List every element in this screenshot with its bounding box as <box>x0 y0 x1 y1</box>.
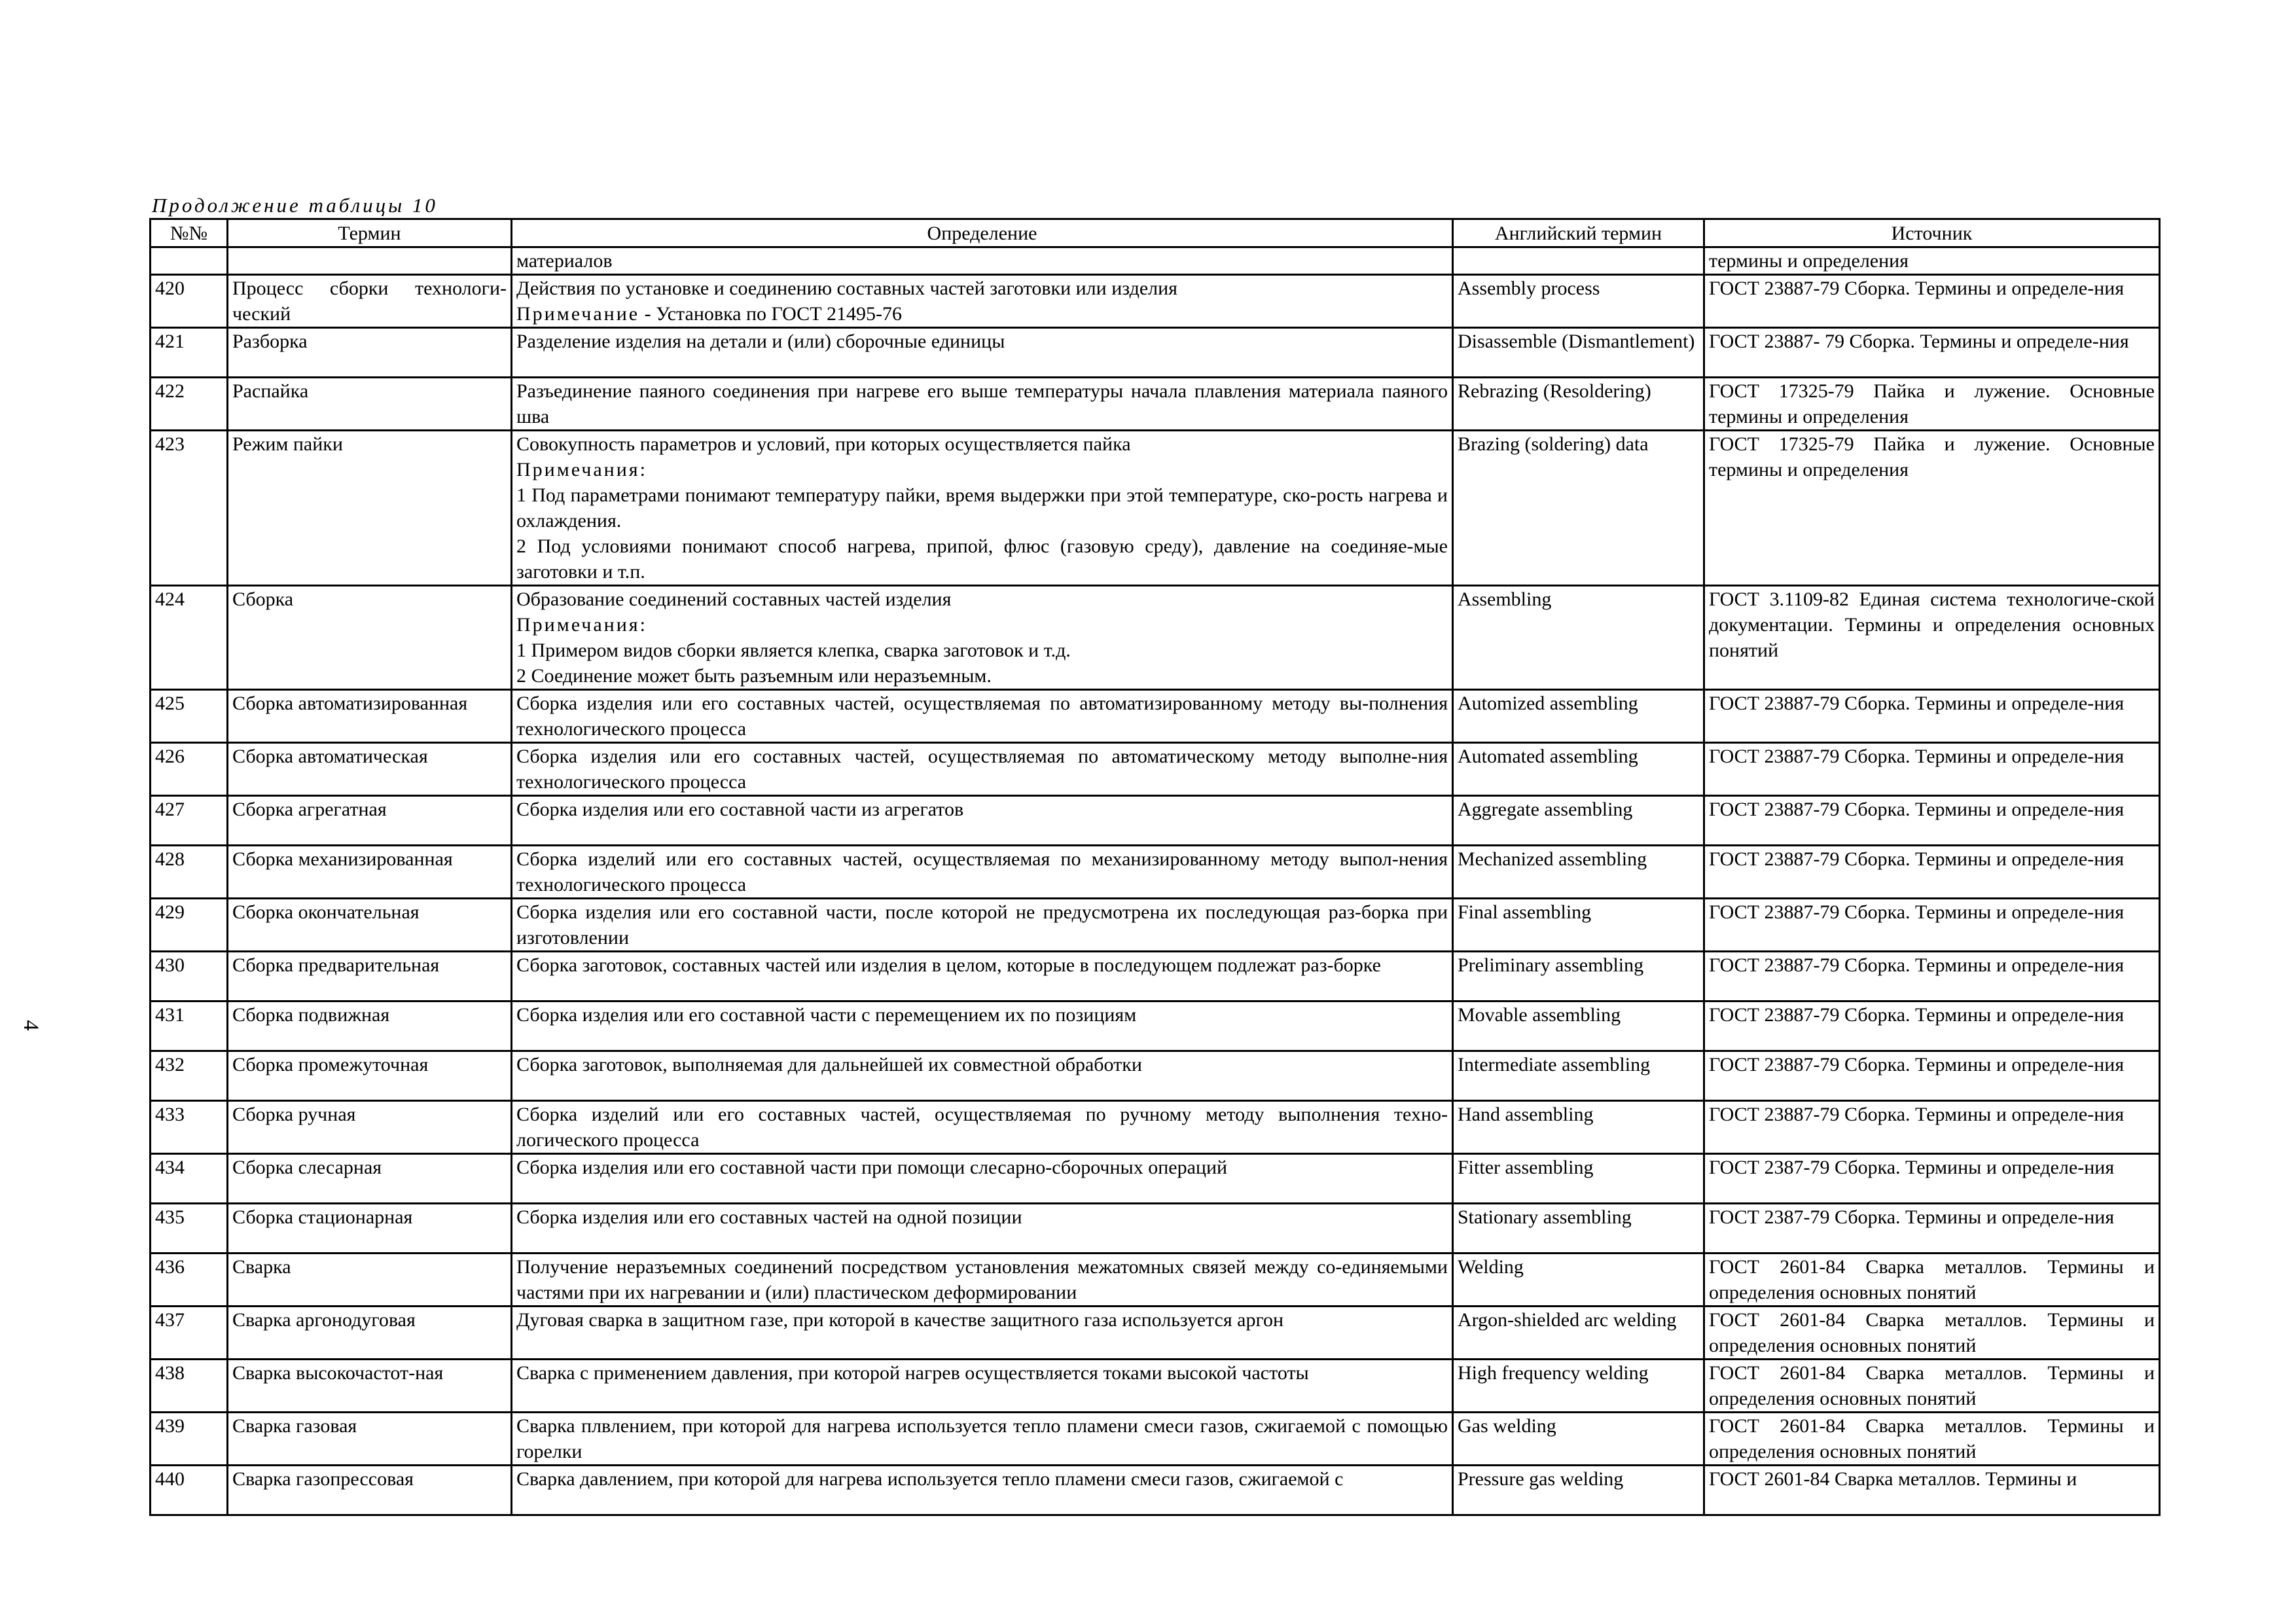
note-label: Примечание <box>516 303 640 325</box>
cell-source: ГОСТ 2387-79 Сборка. Термины и определе-ния <box>1704 1204 2160 1254</box>
cell-number: 426 <box>151 743 228 796</box>
definition-line: Разъединение паяного соединения при нагреве его выше температуры начала плавления материала паяного шва <box>516 380 1448 427</box>
header-number: №№ <box>151 219 228 247</box>
table-row <box>151 1307 2160 1360</box>
cell-definition <box>512 1001 1453 1051</box>
cell-definition <box>512 952 1453 1001</box>
cell-term: Сборка стационарная <box>228 1204 512 1254</box>
cell-source: ГОСТ 2601-84 Сварка металлов. Термины и определения основных понятий <box>1704 1413 2160 1466</box>
definition-line: Сварка с применением давления, при которой нагрев осуществляется токами высокой частоты <box>516 1362 1309 1384</box>
header-english-term: Английский термин <box>1453 219 1704 247</box>
table-row <box>151 1204 2160 1254</box>
definition-line: Получение неразъемных соединений посредством установления межатомных связей между со-единяемыми частями при их нагревании и (или) пластическом деформировании <box>516 1256 1448 1303</box>
cell-number: 424 <box>151 586 228 690</box>
definition-line: Действия по установке и соединению составных частей заготовки или изделия <box>516 278 1177 299</box>
cell-definition: материалов <box>512 247 1453 275</box>
cell-source: ГОСТ 2601-84 Сварка металлов. Термины и определения основных понятий <box>1704 1360 2160 1413</box>
cell-source: ГОСТ 2601-84 Сварка металлов. Термины и определения основных понятий <box>1704 1254 2160 1307</box>
page-number: 4 <box>18 1020 43 1031</box>
cell-english-term <box>1453 247 1704 275</box>
cell-term <box>228 247 512 275</box>
cell-english-term: High frequency welding <box>1453 1360 1704 1413</box>
cell-definition <box>512 586 1453 690</box>
table-row <box>151 1101 2160 1154</box>
definition-line: Разделение изделия на детали и (или) сборочные единицы <box>516 331 1005 352</box>
cell-number: 429 <box>151 899 228 952</box>
cell-definition <box>512 1466 1453 1515</box>
definition-line: 1 Под параметрами понимают температуру пайки, время выдержки при этой температуре, ско-рость нагрева и охлаждения. <box>516 484 1448 532</box>
cell-english-term: Intermediate assembling <box>1453 1051 1704 1101</box>
cell-english-term: Pressure gas welding <box>1453 1466 1704 1515</box>
definition-line: Сварка плвлением, при которой для нагрева используется тепло пламени смеси газов, сжигаемой с помощью горелки <box>516 1415 1448 1462</box>
cell-term: Сборка агрегатная <box>228 796 512 846</box>
definition-line: Сборка заготовок, составных частей или изделия в целом, которые в последующем подлежат раз-борке <box>516 954 1381 976</box>
cell-english-term: Aggregate assembling <box>1453 796 1704 846</box>
cell-definition <box>512 899 1453 952</box>
table-row <box>151 1360 2160 1413</box>
table-row <box>151 1413 2160 1466</box>
cell-english-term: Final assembling <box>1453 899 1704 952</box>
cell-term: Сборка ручная <box>228 1101 512 1154</box>
cell-source: ГОСТ 23887-79 Сборка. Термины и определе-ния <box>1704 796 2160 846</box>
cell-definition <box>512 796 1453 846</box>
table-row <box>151 586 2160 690</box>
cell-english-term: Automized assembling <box>1453 690 1704 743</box>
cell-term: Сварка <box>228 1254 512 1307</box>
cell-english-term: Stationary assembling <box>1453 1204 1704 1254</box>
cell-definition <box>512 1254 1453 1307</box>
cell-term: Сборка предварительная <box>228 952 512 1001</box>
cell-source: ГОСТ 2601-84 Сварка металлов. Термины и определения основных понятий <box>1704 1307 2160 1360</box>
cell-source: ГОСТ 23887-79 Сборка. Термины и определе-ния <box>1704 1001 2160 1051</box>
cell-number: 440 <box>151 1466 228 1515</box>
cell-term: Сборка <box>228 586 512 690</box>
cell-number: 423 <box>151 431 228 586</box>
cell-term: Распайка <box>228 378 512 431</box>
cell-term: Сборка слесарная <box>228 1154 512 1204</box>
cell-english-term: Mechanized assembling <box>1453 846 1704 899</box>
cell-term: Сборка автоматизированная <box>228 690 512 743</box>
cell-source: ГОСТ 17325-79 Пайка и лужение. Основные термины и определения <box>1704 431 2160 586</box>
table-row <box>151 378 2160 431</box>
cell-definition <box>512 1154 1453 1204</box>
cell-definition <box>512 846 1453 899</box>
cell-english-term: Assembly process <box>1453 275 1704 328</box>
cell-term: Режим пайки <box>228 431 512 586</box>
cell-english-term: Hand assembling <box>1453 1101 1704 1154</box>
definition-line: Сборка изделия или его составных частей на одной позиции <box>516 1206 1022 1228</box>
table-row <box>151 796 2160 846</box>
cell-number: 438 <box>151 1360 228 1413</box>
table-body <box>151 247 2160 1515</box>
table-row <box>151 952 2160 1001</box>
cell-term: Сборка промежуточная <box>228 1051 512 1101</box>
cell-source: ГОСТ 23887-79 Сборка. Термины и определе-ния <box>1704 846 2160 899</box>
cell-number: 425 <box>151 690 228 743</box>
definition-line: 2 Под условиями понимают способ нагрева, припой, флюс (газовую среду), давление на соединяе-мые заготовки и т.п. <box>516 535 1448 583</box>
table-row <box>151 743 2160 796</box>
cell-term: Сборка механизированная <box>228 846 512 899</box>
cell-english-term: Movable assembling <box>1453 1001 1704 1051</box>
definition-line: Сборка заготовок, выполняемая для дальнейшей их совместной обработки <box>516 1054 1142 1075</box>
notes-label: Примечания: <box>516 459 647 480</box>
cell-english-term: Disassemble (Dismantlement) <box>1453 328 1704 378</box>
cell-definition <box>512 431 1453 586</box>
cell-english-term: Assembling <box>1453 586 1704 690</box>
definition-line: Совокупность параметров и условий, при которых осуществляется пайка <box>516 433 1131 455</box>
cell-source: ГОСТ 23887-79 Сборка. Термины и определе-ния <box>1704 743 2160 796</box>
cell-definition <box>512 1051 1453 1101</box>
table-row <box>151 275 2160 328</box>
cell-definition <box>512 1413 1453 1466</box>
cell-term: Сварка газопрессовая <box>228 1466 512 1515</box>
cell-source: ГОСТ 23887-79 Сборка. Термины и определе-ния <box>1704 275 2160 328</box>
cell-term: Процесс сборки технологи-ческий <box>228 275 512 328</box>
table-row <box>151 1466 2160 1515</box>
cell-number: 437 <box>151 1307 228 1360</box>
cell-source: ГОСТ 23887-79 Сборка. Термины и определе-ния <box>1704 1101 2160 1154</box>
header-definition: Определение <box>512 219 1453 247</box>
table-row <box>151 1051 2160 1101</box>
cell-term: Разборка <box>228 328 512 378</box>
definition-line: Образование соединений составных частей изделия <box>516 588 952 610</box>
cell-english-term: Argon-shielded arc welding <box>1453 1307 1704 1360</box>
cell-definition <box>512 275 1453 328</box>
definition-line: Сборка изделия или его составной части из агрегатов <box>516 799 964 820</box>
cell-source: ГОСТ 23887-79 Сборка. Термины и определе-ния <box>1704 952 2160 1001</box>
cell-source: ГОСТ 23887-79 Сборка. Термины и определе-ния <box>1704 690 2160 743</box>
definition-line: Сборка изделий или его составных частей, осуществляемая по механизированному методу выпол-нения технологического процесса <box>516 848 1448 895</box>
cell-term: Сварка аргонодуговая <box>228 1307 512 1360</box>
note-line <box>516 301 1448 327</box>
cell-term: Сборка подвижная <box>228 1001 512 1051</box>
table-header-row <box>151 219 2160 247</box>
cell-number: 428 <box>151 846 228 899</box>
cell-english-term: Preliminary assembling <box>1453 952 1704 1001</box>
cell-source: ГОСТ 23887- 79 Сборка. Термины и определе-ния <box>1704 328 2160 378</box>
definition-line: Сборка изделия или его составной части с перемещением их по позициям <box>516 1004 1137 1026</box>
cell-definition <box>512 378 1453 431</box>
cell-definition <box>512 690 1453 743</box>
table-row <box>151 899 2160 952</box>
cell-number: 420 <box>151 275 228 328</box>
cell-source: ГОСТ 2601-84 Сварка металлов. Термины и <box>1704 1466 2160 1515</box>
cell-definition <box>512 328 1453 378</box>
note-text: - Установка по ГОСТ 21495-76 <box>639 303 903 325</box>
table-row <box>151 431 2160 586</box>
cell-number: 430 <box>151 952 228 1001</box>
cell-number: 433 <box>151 1101 228 1154</box>
cell-number: 427 <box>151 796 228 846</box>
definition-line: 1 Примером видов сборки является клепка, сварка заготовок и т.д. <box>516 640 1071 661</box>
cell-number: 434 <box>151 1154 228 1204</box>
cell-number: 439 <box>151 1413 228 1466</box>
cell-term: Сварка газовая <box>228 1413 512 1466</box>
cell-english-term: Automated assembling <box>1453 743 1704 796</box>
definition-line: Сборка изделия или его составных частей, осуществляемая по автоматизированному методу вы-полнения технологического процесса <box>516 693 1448 740</box>
definition-line: Сборка изделия или его составной части при помощи слесарно-сборочных операций <box>516 1157 1228 1178</box>
cell-source: ГОСТ 2387-79 Сборка. Термины и определе-ния <box>1704 1154 2160 1204</box>
table-row <box>151 328 2160 378</box>
definition-line: Дуговая сварка в защитном газе, при которой в качестве защитного газа используется аргон <box>516 1309 1284 1331</box>
table-row <box>151 1254 2160 1307</box>
continuation-row <box>151 247 2160 275</box>
cell-source: термины и определения <box>1704 247 2160 275</box>
cell-number: 436 <box>151 1254 228 1307</box>
cell-source: ГОСТ 23887-79 Сборка. Термины и определе-ния <box>1704 1051 2160 1101</box>
cell-english-term: Brazing (soldering) data <box>1453 431 1704 586</box>
cell-source: ГОСТ 3.1109-82 Единая система технологиче-ской документации. Термины и определения основных понятий <box>1704 586 2160 690</box>
cell-definition <box>512 1360 1453 1413</box>
cell-number: 435 <box>151 1204 228 1254</box>
cell-source: ГОСТ 17325-79 Пайка и лужение. Основные термины и определения <box>1704 378 2160 431</box>
cell-number: 421 <box>151 328 228 378</box>
definition-line: Сборка изделия или его составных частей, осуществляемая по автоматическому методу выполне-ния технологического процесса <box>516 746 1448 793</box>
definition-line: Сборка изделий или его составных частей, осуществляемая по ручному методу выполнения техно-логического процесса <box>516 1104 1448 1151</box>
cell-term: Сборка автоматическая <box>228 743 512 796</box>
table-row <box>151 846 2160 899</box>
definition-line: 2 Соединение может быть разъемным или неразъемным. <box>516 665 992 687</box>
cell-number: 431 <box>151 1001 228 1051</box>
cell-number <box>151 247 228 275</box>
table-row <box>151 690 2160 743</box>
terms-table <box>149 218 2161 1516</box>
definition-line: Сварка давлением, при которой для нагрева используется тепло пламени смеси газов, сжигаемой с <box>516 1468 1344 1490</box>
cell-definition <box>512 743 1453 796</box>
table-row <box>151 1154 2160 1204</box>
definition-line: Сборка изделия или его составной части, после которой не предусмотрена их последующая раз-борка при изготовлении <box>516 901 1448 948</box>
cell-english-term: Fitter assembling <box>1453 1154 1704 1204</box>
cell-term: Сборка окончательная <box>228 899 512 952</box>
header-term: Термин <box>228 219 512 247</box>
cell-term: Сварка высокочастот-ная <box>228 1360 512 1413</box>
notes-label: Примечания: <box>516 614 647 636</box>
cell-number: 422 <box>151 378 228 431</box>
cell-definition <box>512 1307 1453 1360</box>
table-row <box>151 1001 2160 1051</box>
cell-english-term: Rebrazing (Resoldering) <box>1453 378 1704 431</box>
table-caption: Продолжение таблицы 10 <box>152 194 438 217</box>
cell-definition <box>512 1101 1453 1154</box>
header-source: Источник <box>1704 219 2160 247</box>
cell-english-term: Welding <box>1453 1254 1704 1307</box>
cell-english-term: Gas welding <box>1453 1413 1704 1466</box>
cell-definition <box>512 1204 1453 1254</box>
cell-number: 432 <box>151 1051 228 1101</box>
cell-source: ГОСТ 23887-79 Сборка. Термины и определе-ния <box>1704 899 2160 952</box>
